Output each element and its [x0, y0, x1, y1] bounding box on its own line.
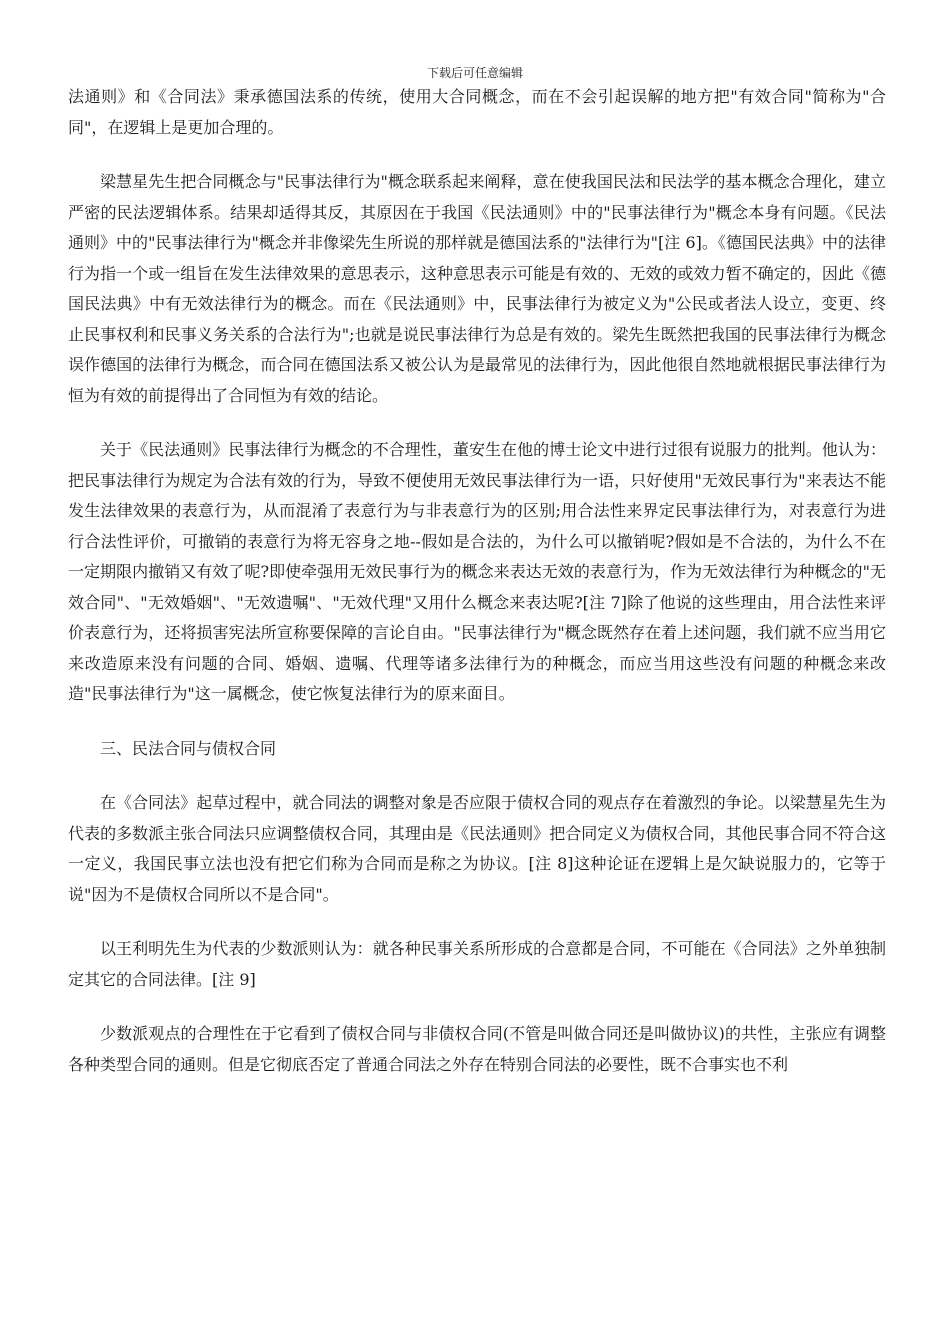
- section-heading-civil-vs-credit-contract: 三、民法合同与债权合同: [100, 738, 277, 758]
- paragraph-liang-contract-concept: 梁慧星先生把合同概念与"民事法律行为"概念联系起来阐释，意在使我国民法和民法学的基本概念合理化，建立严密的民法逻辑体系。结果却适得其反，其原因在于我国《民法通则》中的"民事法律行为"概念本身有问题。《民法通则》中的"民事法律行为"概念并非像梁先生所说的那样就是德国法系的"法律行为"[注 6]。《德国民法典》中的法律行为指一个或一组旨在发生法律效果的意思表示，这种意思表示可能是有效的、无效的或效力暂不确定的，因此《德国民法典》中有无效法律行为的概念。而在《民法通则》中，民事法律行为被定义为"公民或者法人设立，变更、终止民事权利和民事义务关系的合法行为";也就是说民事法律行为总是有效的。梁先生既然把我国的民事法律行为概念误作德国的法律行为概念，而合同在德国法系又被公认为是最常见的法律行为，因此他很自然地就根据民事法律行为恒为有效的前提得出了合同恒为有效的结论。: [68, 172, 886, 405]
- paragraph-minority-view: 以王利明先生为代表的少数派则认为：就各种民事关系所形成的合意都是合同，不可能在《合同法》之外单独制定其它的合同法律。[注 9]: [68, 939, 886, 989]
- paragraph-minority-rationale: 少数派观点的合理性在于它看到了债权合同与非债权合同(不管是叫做合同还是叫做协议)的共性，主张应有调整各种类型合同的通则。但是它彻底否定了普通合同法之外存在特别合同法的必要性，既不合事实也不利: [68, 1024, 886, 1074]
- document-body: [68, 82, 886, 1080]
- paragraph-continuation: 法通则》和《合同法》秉承德国法系的传统，使用大合同概念，而在不会引起误解的地方把"有效合同"简称为"合同"，在逻辑上是更加合理的。: [68, 87, 886, 137]
- page-header-watermark: 下载后可任意编辑: [426, 66, 523, 80]
- paragraph-drafting-debate: 在《合同法》起草过程中，就合同法的调整对象是否应限于债权合同的观点存在着激烈的争论。以梁慧星先生为代表的多数派主张合同法只应调整债权合同，其理由是《民法通则》把合同定义为债权合同，其他民事合同不符合这一定义，我国民事立法也没有把它们称为合同而是称之为协议。[注 8]这种论证在逻辑上是欠缺说服力的，它等于说"因为不是债权合同所以不是合同"。: [68, 793, 886, 904]
- paragraph-dong-critique: 关于《民法通则》民事法律行为概念的不合理性，董安生在他的博士论文中进行过很有说服力的批判。他认为：把民事法律行为规定为合法有效的行为，导致不便使用无效民事法律行为一语，只好使用"无效民事行为"来表达不能发生法律效果的表意行为，从而混淆了表意行为与非表意行为的区别;用合法性来界定民事法律行为，对表意行为进行合法性评价，可撤销的表意行为将无容身之地--假如是合法的，为什么可以撤销呢?假如是不合法的，为什么不在一定期限内撤销又有效了呢?即使牵强用无效民事行为的概念来表达无效的表意行为，作为无效法律行为种概念的"无效合同"、"无效婚姻"、"无效遗嘱"、"无效代理"又用什么概念来表达呢?[注 7]除了他说的这些理由，用合法性来评价表意行为，还将损害宪法所宣称要保障的言论自由。"民事法律行为"概念既然存在着上述问题，我们就不应当用它来改造原来没有问题的合同、婚姻、遗嘱、代理等诸多法律行为的种概念，而应当用这些没有问题的种概念来改造"民事法律行为"这一属概念，使它恢复法律行为的原来面目。: [68, 440, 886, 703]
